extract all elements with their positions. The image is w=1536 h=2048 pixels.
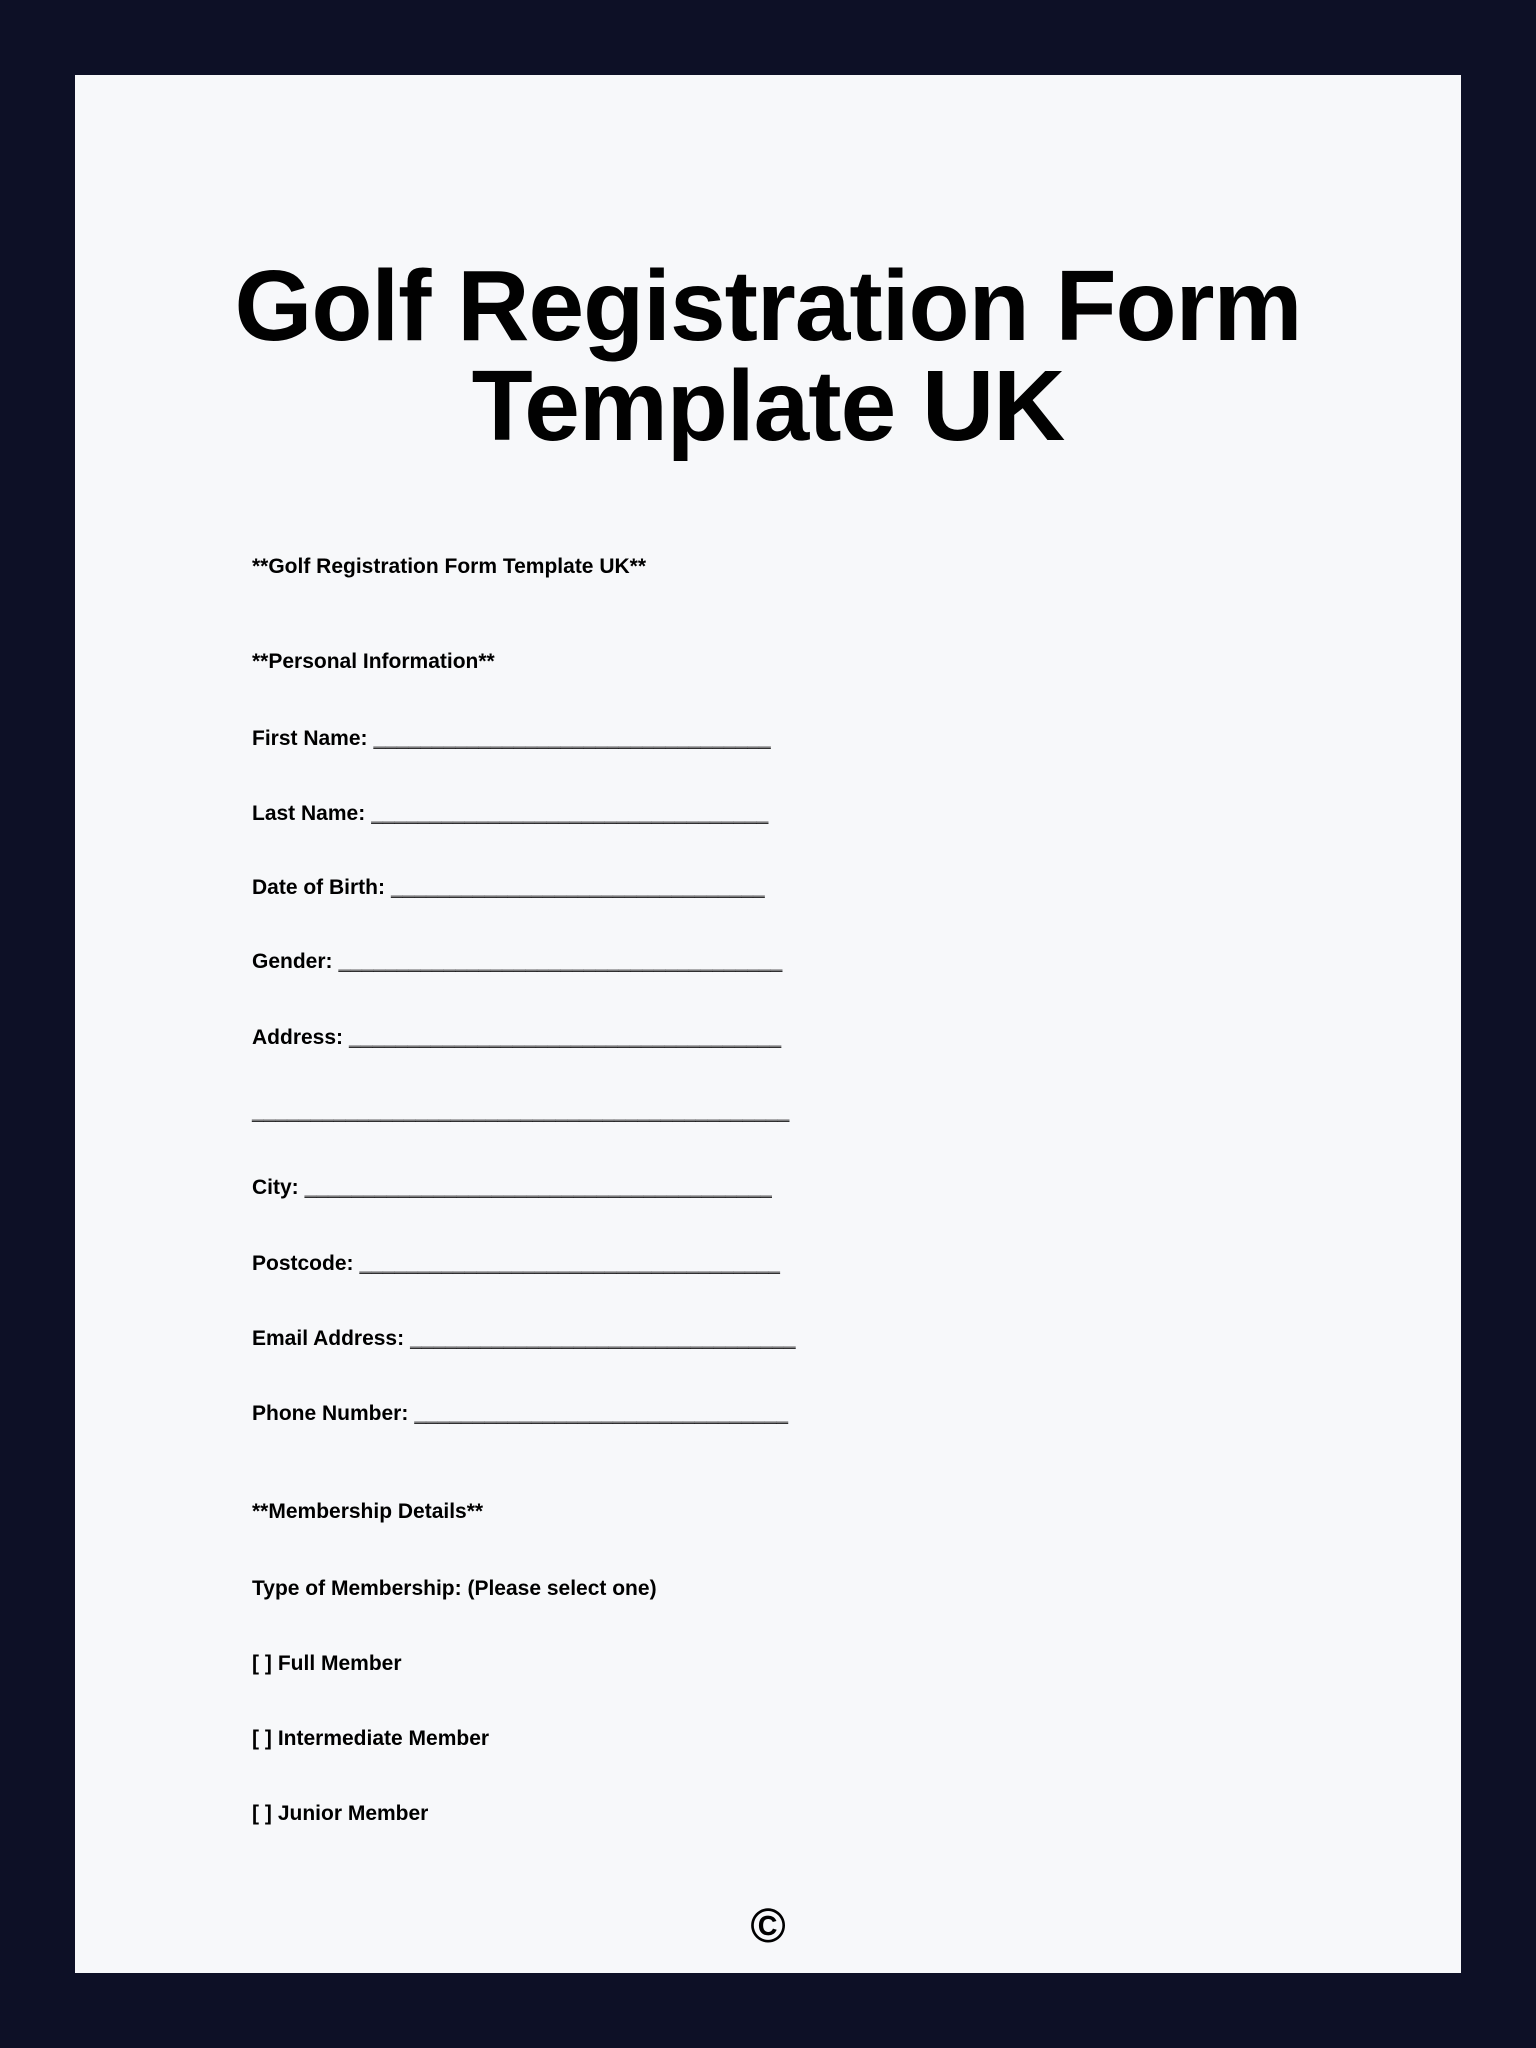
intermediate-member-label: Intermediate Member [277, 1727, 490, 1750]
date-of-birth-label: Date of Birth: [252, 876, 385, 899]
document-title [75, 250, 1461, 462]
address-label: Address: [252, 1026, 344, 1049]
full-member-label: Full Member [277, 1652, 402, 1675]
field-date-of-birth [252, 877, 1421, 898]
membership-option-junior-member [252, 1803, 1421, 1824]
document-title-line-2: Template UK [471, 350, 1065, 462]
city-blank-line[interactable]: ________________________________________ [304, 1176, 772, 1199]
field-last-name [252, 803, 1421, 824]
field-gender [252, 951, 1421, 972]
intermediate-member-checkbox[interactable]: [ ] [252, 1727, 272, 1750]
email-address-label: Email Address: [252, 1327, 405, 1350]
full-member-checkbox[interactable]: [ ] [252, 1652, 272, 1675]
last-name-blank-line[interactable]: __________________________________ [371, 802, 769, 825]
field-address [252, 1027, 1421, 1048]
section-heading-membership-details: **Membership Details** [252, 1500, 484, 1523]
first-name-blank-line[interactable]: __________________________________ [373, 727, 771, 750]
field-city [252, 1177, 1421, 1198]
date-of-birth-blank-line[interactable]: ________________________________ [391, 876, 765, 899]
document-page [75, 75, 1461, 1973]
gender-label: Gender: [252, 950, 333, 973]
copyright-mark: © [750, 1900, 786, 1953]
field-postcode [252, 1253, 1421, 1274]
field-email-address [252, 1328, 1421, 1349]
membership-type-prompt: Type of Membership: (Please select one) [252, 1577, 657, 1600]
intro-heading: **Golf Registration Form Template UK** [252, 555, 646, 578]
address-blank-line[interactable]: _____________________________________ [349, 1026, 782, 1049]
junior-member-checkbox[interactable]: [ ] [252, 1802, 272, 1825]
phone-number-blank-line[interactable]: ________________________________ [414, 1402, 789, 1425]
gender-blank-line[interactable]: ______________________________________ [338, 950, 783, 973]
document-title-line-1: Golf Registration Form [234, 250, 1302, 362]
membership-option-full-member [252, 1653, 1421, 1674]
address-line2-blank-line[interactable]: ______________________________________________ [252, 1100, 790, 1123]
postcode-label: Postcode: [252, 1252, 354, 1275]
junior-member-label: Junior Member [277, 1802, 429, 1825]
field-phone-number [252, 1403, 1421, 1424]
field-first-name [252, 728, 1421, 749]
postcode-blank-line[interactable]: ____________________________________ [359, 1252, 780, 1275]
first-name-label: First Name: [252, 727, 368, 750]
last-name-label: Last Name: [252, 802, 366, 825]
city-label: City: [252, 1176, 299, 1199]
section-heading-personal-information: **Personal Information** [252, 650, 495, 673]
membership-option-intermediate-member [252, 1728, 1421, 1749]
phone-number-label: Phone Number: [252, 1402, 409, 1425]
field-address-line2 [252, 1101, 1421, 1122]
email-address-blank-line[interactable]: _________________________________ [410, 1327, 796, 1350]
